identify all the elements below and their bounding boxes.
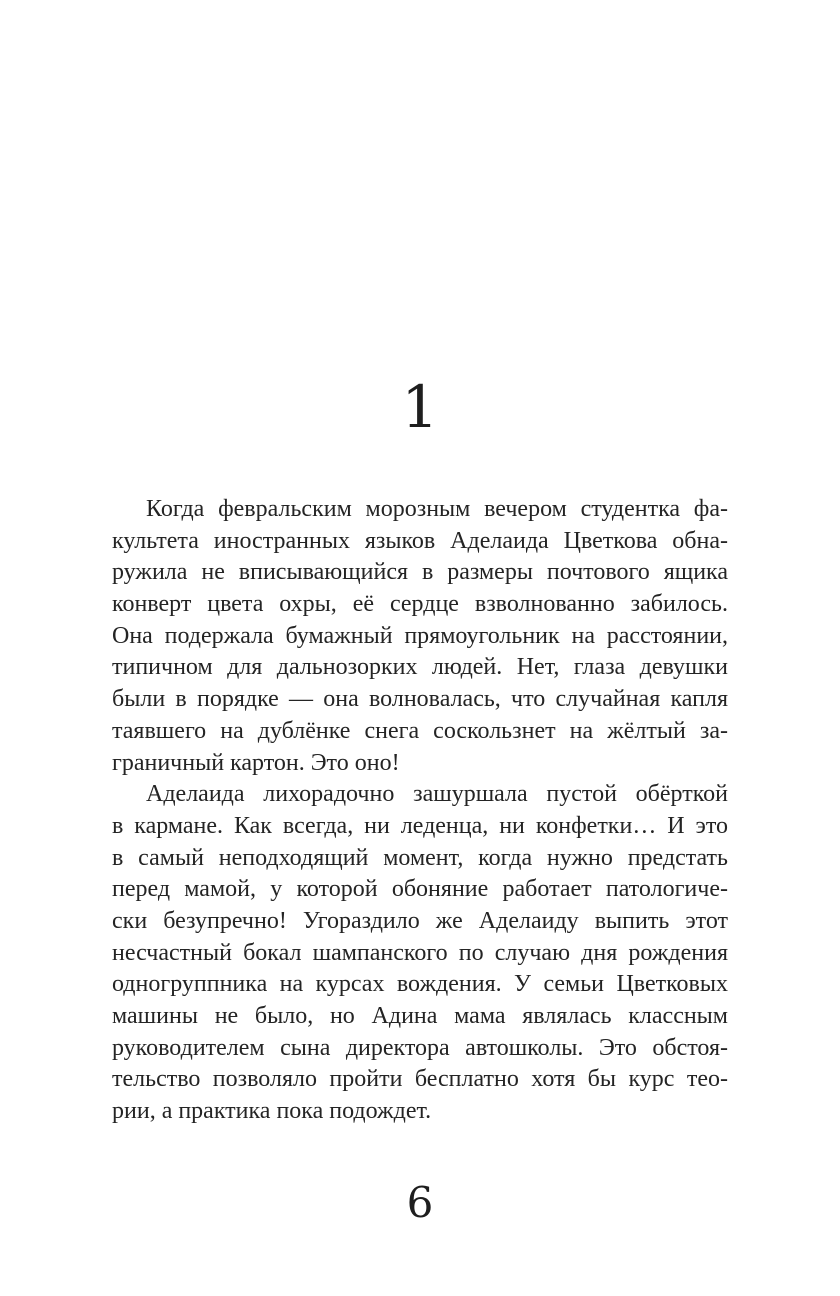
text-line: руководителем сына директора автошколы. Это обстоя-	[112, 1034, 728, 1061]
text-line: Аделаида лихорадочно зашуршала пустой обёрткой	[146, 781, 728, 808]
body-text	[112, 494, 728, 1128]
text-line: одногруппника на курсах вождения. У семьи Цветковых	[112, 971, 728, 998]
text-line: в самый неподходящий момент, когда нужно предстать	[112, 844, 728, 871]
text-line: Она подержала бумажный прямоугольник на расстоянии,	[112, 622, 728, 649]
text-line: конверт цвета охры, её сердце взволнованно забилось.	[112, 591, 728, 618]
text-line: рии, а практика пока подождет.	[112, 1098, 432, 1125]
paragraph-1	[112, 494, 728, 779]
page-number: 6	[406, 1178, 434, 1227]
text-line: ски безупречно! Угораздило же Аделаиду выпить этот	[112, 907, 728, 934]
text-line: ружила не вписывающийся в размеры почтового ящика	[112, 559, 728, 586]
text-line: несчастный бокал шампанского по случаю дня рождения	[112, 939, 728, 966]
text-line: типичном для дальнозорких людей. Нет, глаза девушки	[112, 654, 728, 681]
text-line: были в порядке — она волновалась, что случайная капля	[112, 686, 728, 713]
paragraph-2	[112, 779, 728, 1128]
text-line: в кармане. Как всегда, ни леденца, ни конфетки… И это	[112, 812, 728, 839]
text-line: перед мамой, у которой обоняние работает патологиче-	[112, 876, 728, 903]
text-line: культета иностранных языков Аделаида Цветкова обна-	[112, 527, 728, 554]
text-line: тельство позволяло пройти бесплатно хотя бы курс тео-	[112, 1066, 728, 1093]
text-line: машины не было, но Адина мама являлась классным	[112, 1003, 728, 1029]
text-line: таявшего на дублёнке снега соскользнет на жёлтый за-	[112, 717, 728, 744]
text-line: Когда февральским морозным вечером студентка фа-	[146, 496, 728, 522]
text-line: граничный картон. Это оно!	[112, 749, 400, 776]
chapter-number: 1	[401, 373, 439, 441]
